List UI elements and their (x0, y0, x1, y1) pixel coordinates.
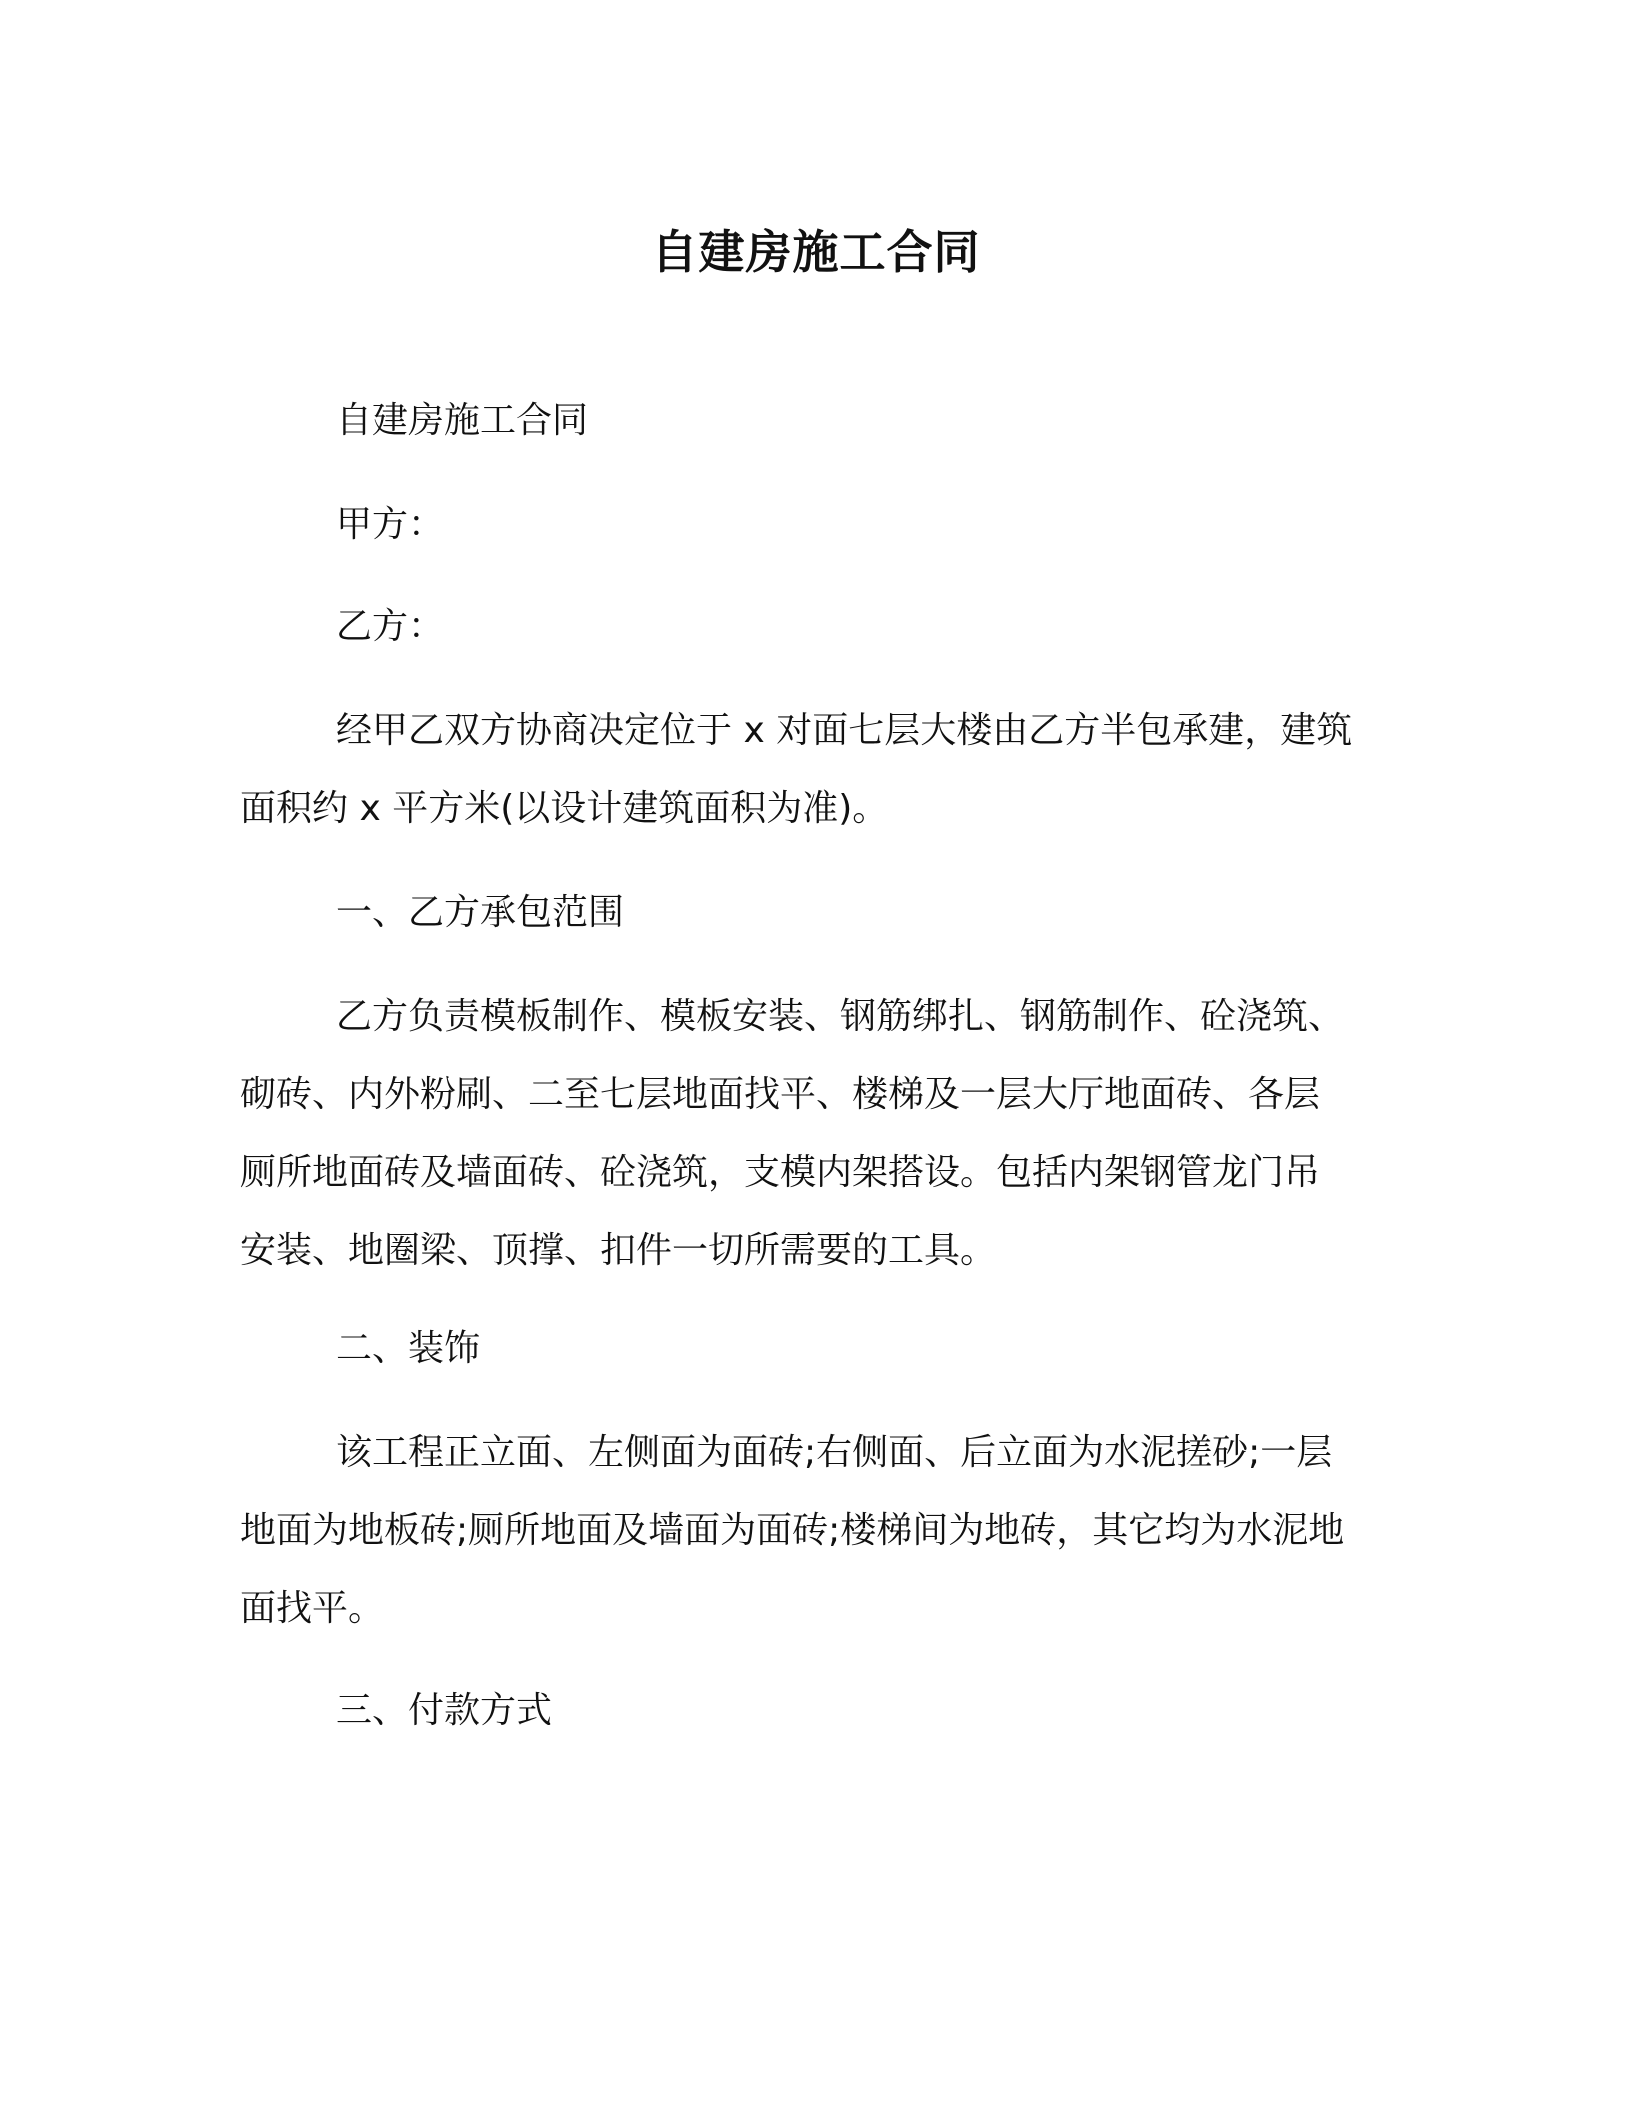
party-a-line (240, 486, 1380, 564)
intro-line-2: 面积约 x 平方米(以设计建筑面积为准)。 (240, 788, 889, 829)
party-a-label: 甲方： (336, 504, 445, 545)
contract-subtitle (240, 382, 1380, 460)
section1-line-3: 厕所地面砖及墙面砖、砼浇筑，支模内架搭设。包括内架钢管龙门吊 (240, 1152, 1321, 1193)
section1-paragraph (240, 978, 1380, 1290)
section2-line-1: 该工程正立面、左侧面为面砖;右侧面、后立面为水泥搓砂;一层 (336, 1432, 1333, 1473)
section3-heading-text: 三、付款方式 (336, 1690, 553, 1731)
party-b-label: 乙方： (336, 606, 445, 647)
section1-line-4: 安装、地圈梁、顶撑、扣件一切所需要的工具。 (240, 1230, 997, 1271)
section1-heading (240, 874, 1380, 952)
party-b-line (240, 588, 1380, 666)
section2-heading (240, 1310, 1380, 1388)
intro-paragraph (240, 692, 1380, 848)
section2-line-2: 地面为地板砖;厕所地面及墙面为面砖;楼梯间为地砖，其它均为水泥地 (240, 1510, 1345, 1551)
section1-line-2: 砌砖、内外粉刷、二至七层地面找平、楼梯及一层大厅地面砖、各层 (240, 1074, 1321, 1115)
intro-line-1: 经甲乙双方协商决定位于 x 对面七层大楼由乙方半包承建，建筑 (336, 710, 1353, 751)
document-title: 自建房施工合同 (651, 225, 981, 279)
section2-paragraph (240, 1414, 1380, 1648)
section3-heading (240, 1672, 1380, 1750)
section2-line-3: 面找平。 (240, 1588, 385, 1629)
contract-subtitle-text: 自建房施工合同 (336, 400, 589, 441)
section2-heading-text: 二、装饰 (336, 1328, 481, 1369)
section1-line-1: 乙方负责模板制作、模板安装、钢筋绑扎、钢筋制作、砼浇筑、 (336, 996, 1345, 1037)
section1-heading-text: 一、乙方承包范围 (336, 892, 625, 933)
